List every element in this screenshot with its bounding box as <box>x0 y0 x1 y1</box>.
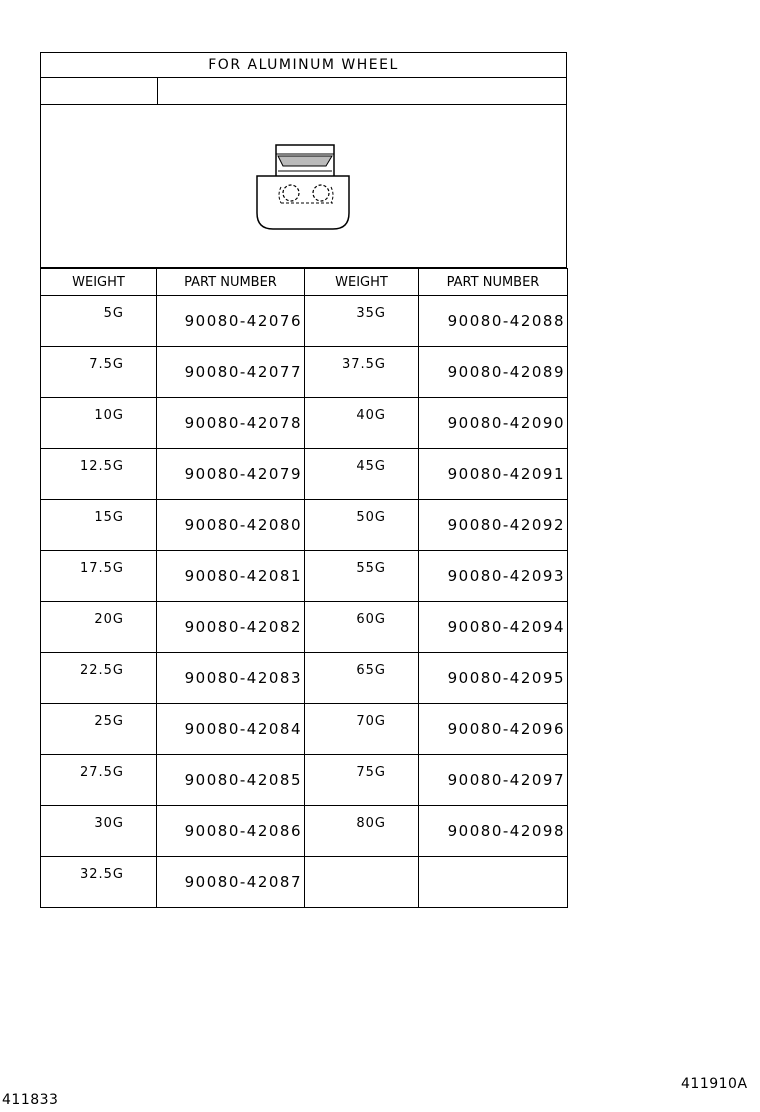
part-number-cell: 90080-42085 <box>184 771 302 789</box>
weight-cell: 22.5G <box>79 663 124 678</box>
part-number-cell-container <box>157 398 305 449</box>
weight-cell: 37.5G <box>341 357 386 372</box>
table-row <box>41 347 568 398</box>
part-number-cell: 90080-42089 <box>447 363 565 381</box>
part-number-cell: 90080-42078 <box>184 414 302 432</box>
blank-row <box>40 78 567 105</box>
part-number-cell-container <box>419 449 568 500</box>
weight-cell-container <box>305 551 419 602</box>
weight-cell-container <box>41 296 157 347</box>
weight-cell: 35G <box>356 306 386 321</box>
header-weight-right: WEIGHT <box>305 269 419 296</box>
weight-cell: 10G <box>94 408 124 423</box>
part-number-cell: 90080-42082 <box>184 618 302 636</box>
sheet-title: FOR ALUMINUM WHEEL <box>40 52 567 78</box>
weight-cell: 7.5G <box>89 357 124 372</box>
part-number-cell-container <box>157 755 305 806</box>
weight-cell-container <box>305 755 419 806</box>
weight-cell-container <box>305 398 419 449</box>
part-number-cell-container <box>419 296 568 347</box>
part-number-cell: 90080-42087 <box>184 873 302 891</box>
part-number-cell: 90080-42092 <box>447 516 565 534</box>
part-number-cell: 90080-42083 <box>184 669 302 687</box>
header-part-right: PART NUMBER <box>419 269 568 296</box>
weight-cell-container <box>305 806 419 857</box>
part-number-cell-container <box>157 806 305 857</box>
part-number-cell: 90080-42088 <box>447 312 565 330</box>
part-number-cell-container <box>419 857 568 908</box>
table-body <box>41 296 568 908</box>
weight-part-table <box>40 268 568 908</box>
weight-cell: 32.5G <box>79 867 124 882</box>
part-number-cell-container <box>157 500 305 551</box>
table-row <box>41 653 568 704</box>
part-number-cell-container <box>157 704 305 755</box>
table-row <box>41 857 568 908</box>
header-part-left: PART NUMBER <box>157 269 305 296</box>
blank-cell-left <box>41 78 158 104</box>
weight-cell: 70G <box>356 714 386 729</box>
weight-cell-container <box>41 755 157 806</box>
part-number-cell-container <box>157 857 305 908</box>
table-row <box>41 398 568 449</box>
part-number-cell: 90080-42097 <box>447 771 565 789</box>
table-row <box>41 704 568 755</box>
illustration-panel <box>40 105 567 268</box>
weight-cell-container <box>41 653 157 704</box>
weight-cell: 75G <box>356 765 386 780</box>
part-number-cell-container <box>157 551 305 602</box>
parts-sheet <box>40 52 567 908</box>
weight-cell: 12.5G <box>79 459 124 474</box>
part-number-cell: 90080-42095 <box>447 669 565 687</box>
part-number-cell-container <box>419 653 568 704</box>
table-row <box>41 500 568 551</box>
footer-right-code: 411910A <box>681 1076 748 1092</box>
table-row <box>41 551 568 602</box>
weight-cell-container <box>305 449 419 500</box>
weight-cell: 20G <box>94 612 124 627</box>
weight-cell: 27.5G <box>79 765 124 780</box>
weight-cell-container <box>305 347 419 398</box>
part-number-cell: 90080-42076 <box>184 312 302 330</box>
header-weight-left: WEIGHT <box>41 269 157 296</box>
part-number-cell: 90080-42091 <box>447 465 565 483</box>
weight-cell-container <box>41 602 157 653</box>
table-row <box>41 296 568 347</box>
part-number-cell: 90080-42080 <box>184 516 302 534</box>
weight-cell-container <box>41 347 157 398</box>
part-number-cell: 90080-42077 <box>184 363 302 381</box>
weight-cell-container <box>41 500 157 551</box>
part-number-cell: 90080-42098 <box>447 822 565 840</box>
part-number-cell-container <box>419 755 568 806</box>
weight-cell: 25G <box>94 714 124 729</box>
part-number-cell-container <box>419 500 568 551</box>
weight-cell: 5G <box>103 306 124 321</box>
part-number-cell: 90080-42093 <box>447 567 565 585</box>
weight-cell: 50G <box>356 510 386 525</box>
part-number-cell-container <box>419 704 568 755</box>
weight-cell-container <box>305 857 419 908</box>
part-number-cell: 90080-42081 <box>184 567 302 585</box>
weight-cell-container <box>41 806 157 857</box>
weight-cell-container <box>305 500 419 551</box>
weight-cell: 17.5G <box>79 561 124 576</box>
weight-cell-container <box>41 857 157 908</box>
part-number-cell-container <box>419 347 568 398</box>
weight-cell-container <box>305 653 419 704</box>
weight-cell-container <box>41 551 157 602</box>
table-row <box>41 755 568 806</box>
weight-cell-container <box>305 296 419 347</box>
part-number-cell-container <box>157 449 305 500</box>
weight-cell: 55G <box>356 561 386 576</box>
weight-cell-container <box>41 449 157 500</box>
weight-cell: 15G <box>94 510 124 525</box>
part-number-cell: 90080-42084 <box>184 720 302 738</box>
weight-cell-container <box>41 398 157 449</box>
table-row <box>41 449 568 500</box>
weight-cell-container <box>305 704 419 755</box>
part-number-cell: 90080-42094 <box>447 618 565 636</box>
part-number-cell: 90080-42079 <box>184 465 302 483</box>
part-number-cell-container <box>157 296 305 347</box>
part-number-cell: 90080-42096 <box>447 720 565 738</box>
weight-cell: 80G <box>356 816 386 831</box>
part-number-cell-container <box>419 602 568 653</box>
footer-left-code: 411833 <box>2 1092 59 1108</box>
weight-cell-container <box>41 704 157 755</box>
part-number-cell-container <box>157 602 305 653</box>
part-number-cell-container <box>157 347 305 398</box>
table-header-row <box>41 269 568 296</box>
table-row <box>41 806 568 857</box>
weight-cell-container <box>305 602 419 653</box>
part-number-cell: 90080-42086 <box>184 822 302 840</box>
wheel-weight-icon <box>253 143 353 235</box>
part-number-cell: 90080-42090 <box>447 414 565 432</box>
table-row <box>41 602 568 653</box>
part-number-cell-container <box>419 806 568 857</box>
weight-cell: 30G <box>94 816 124 831</box>
part-number-cell-container <box>419 398 568 449</box>
weight-cell: 45G <box>356 459 386 474</box>
part-number-cell-container <box>157 653 305 704</box>
weight-cell: 40G <box>356 408 386 423</box>
weight-cell: 60G <box>356 612 386 627</box>
weight-cell: 65G <box>356 663 386 678</box>
part-number-cell-container <box>419 551 568 602</box>
